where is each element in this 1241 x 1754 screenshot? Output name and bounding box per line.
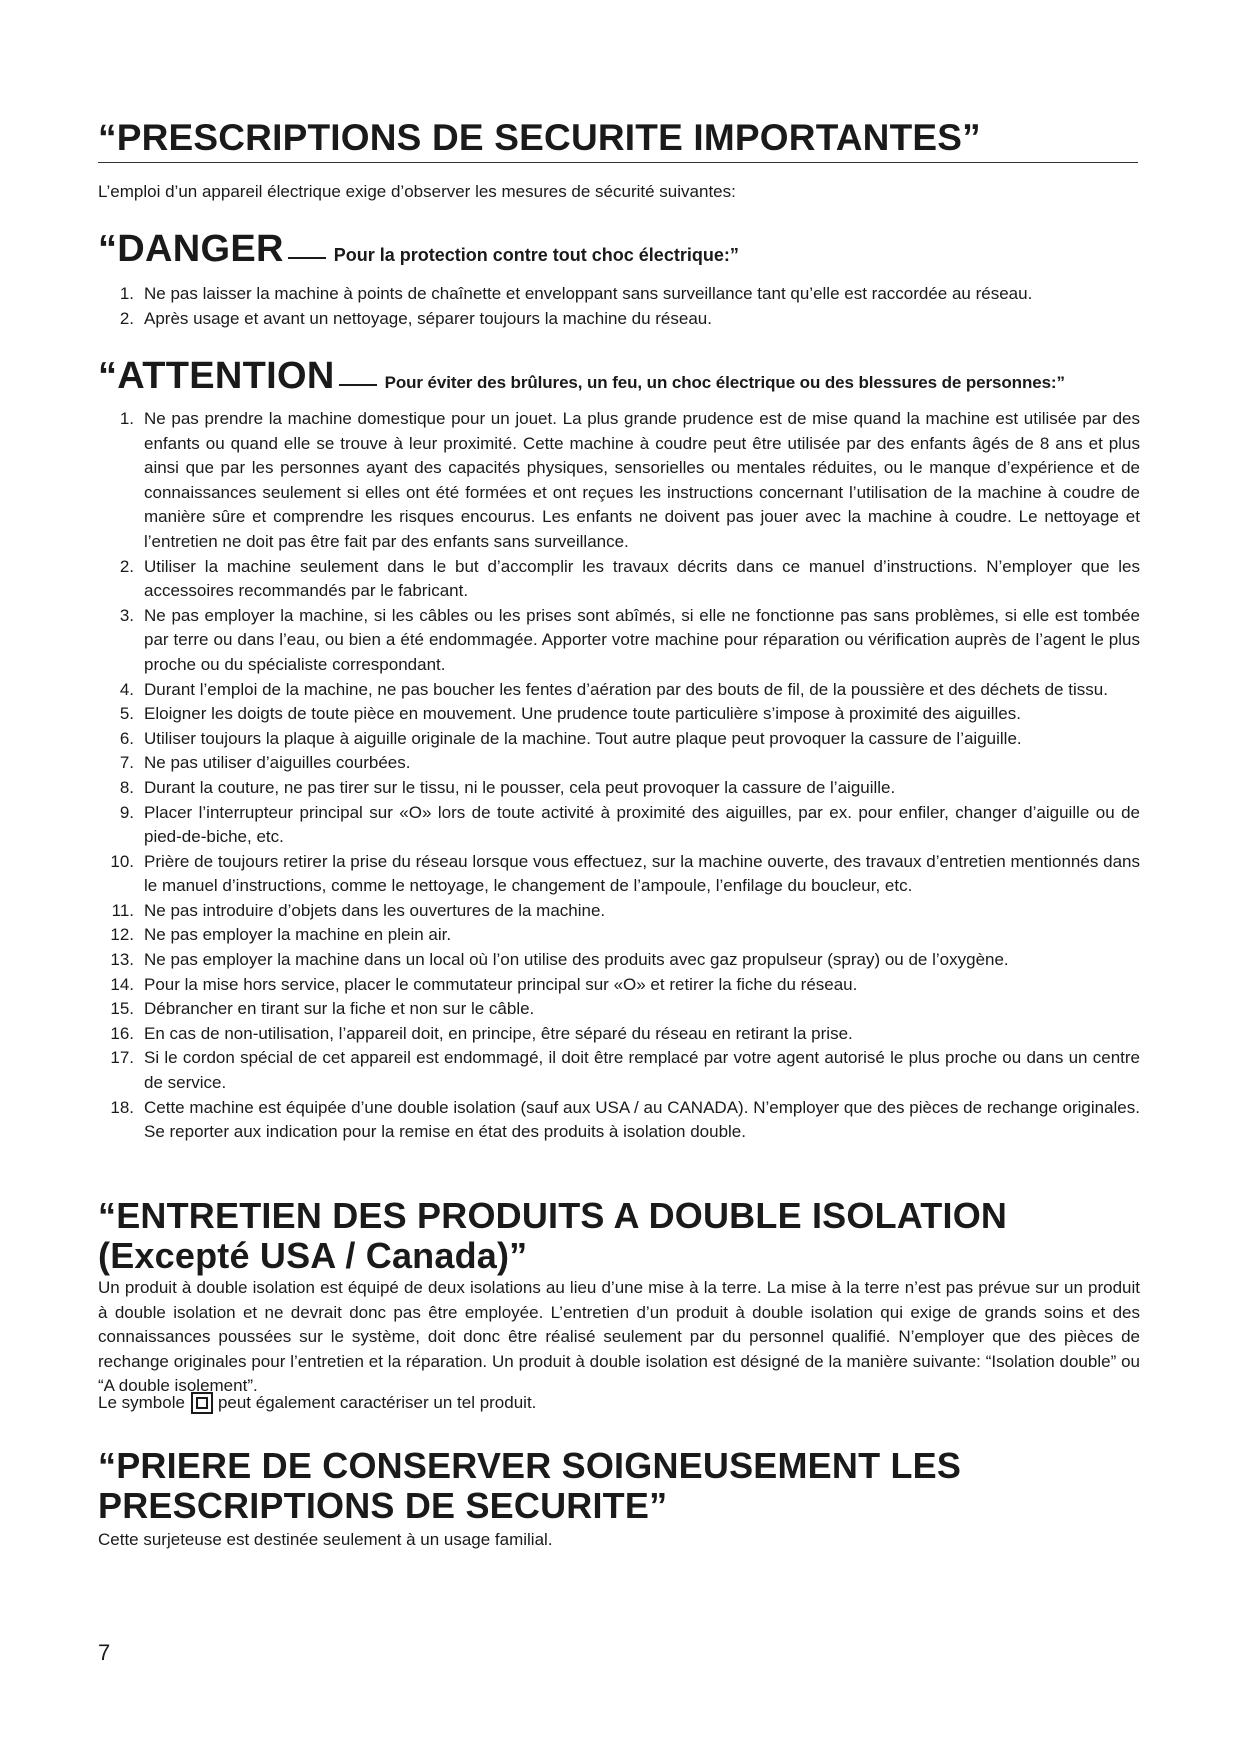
attention-item [98, 555, 1140, 604]
item-number: 13. [110, 950, 134, 970]
item-text: Après usage et avant un nettoyage, séparer toujours la machine du réseau. [144, 308, 712, 328]
attention-item [98, 997, 1140, 1022]
item-text: Ne pas introduire d’objets dans les ouvertures de la machine. [144, 900, 606, 920]
attention-heading [98, 355, 1065, 398]
symbol-before-text: Le symbole [98, 1393, 185, 1412]
item-number: 2. [119, 308, 134, 328]
item-number: 15. [110, 999, 134, 1019]
attention-item [98, 801, 1140, 850]
attention-item [98, 776, 1140, 801]
danger-heading [98, 228, 739, 271]
item-number: 17. [110, 1048, 134, 1068]
item-text: Placer l’interrupteur principal sur «O» lors de toute activité à proximité des aiguilles, par ex. pour enfiler, changer d’aiguille ou de pied-de-biche, etc. [144, 802, 1140, 847]
item-number: 4. [119, 679, 134, 699]
danger-item [98, 307, 1140, 332]
item-number: 6. [119, 728, 134, 748]
symbol-after-text: peut également caractériser un tel produit. [217, 1393, 537, 1412]
danger-item [98, 282, 1140, 307]
attention-item [98, 604, 1140, 678]
item-number: 12. [110, 925, 134, 945]
danger-word: “DANGER [98, 228, 284, 270]
item-text: Ne pas prendre la machine domestique pour un jouet. La plus grande prudence est de mise quand la machine est utilisée par des enfants ou quand elle se trouve à leur proximité. Cette machine à coudre peut être utilisée par des enfants âgés de 8 ans et plus ainsi que par les personnes ayant des capacités physiques, sensorielles ou mentales réduites, ou le manque d’expérience et de connaissances seulement si elles ont été formées et ont reçues les instructions concernant l’utilisation de la machine à coudre de manière sûre et comprendre les risques encourus. Les enfants ne doivent pas jouer avec la machine à coudre. Le nettoyage et l’entretien ne doit pas être fait par des enfants sans surveillance. [144, 409, 1140, 551]
item-number: 8. [119, 777, 134, 797]
item-text: Ne pas laisser la machine à points de chaînette et enveloppant sans surveillance tant qu’elle est raccordée au réseau. [144, 284, 1033, 303]
item-text: Ne pas employer la machine en plein air. [144, 925, 452, 945]
item-number: 11. [111, 900, 134, 920]
item-text: Durant la couture, ne pas tirer sur le tissu, ni le pousser, cela peut provoquer la cassure de l’aiguille. [144, 777, 896, 797]
item-text: Eloigner les doigts de toute pièce en mouvement. Une prudence toute particulière s’impose à proximité des aiguilles. [144, 704, 1021, 724]
attention-word: “ATTENTION [98, 355, 335, 397]
danger-subtitle: Pour la protection contre tout choc électrique:” [333, 245, 739, 265]
attention-item [98, 948, 1140, 973]
item-number: 7. [119, 753, 134, 773]
item-text: Si le cordon spécial de cet appareil est endommagé, il doit être remplacé par votre agent autorisé le plus proche ou dans un centre de service. [144, 1048, 1140, 1093]
danger-list [98, 282, 1140, 331]
attention-item [98, 850, 1140, 899]
page-number: 7 [98, 1640, 111, 1665]
attention-subtitle: Pour éviter des brûlures, un feu, un choc électrique ou des blessures de personnes:” [384, 373, 1065, 392]
item-text: Cette machine est équipée d’une double isolation (sauf aux USA / au CANADA). N’employer que des pièces de rechange originales. Se reporter aux indication pour la remise en état des produits à isolation double. [144, 1097, 1140, 1142]
item-number: 2. [119, 556, 134, 576]
attention-item [98, 702, 1140, 727]
item-text: Ne pas employer la machine, si les câbles ou les prises sont abîmés, si elle ne fonctionne pas sans problèmes, si elle est tombée par terre ou dans l’eau, ou bien a été endommagée. Apporter votre machine pour réparation ou vérification auprès de l’agent le plus proche ou du spécialiste correspondant. [144, 605, 1140, 674]
attention-item [98, 678, 1140, 703]
attention-item [98, 899, 1140, 924]
item-number: 14. [110, 974, 134, 994]
item-number: 10. [110, 851, 134, 871]
item-number: 16. [110, 1023, 134, 1043]
attention-item [98, 751, 1140, 776]
attention-item [98, 923, 1140, 948]
item-text: Ne pas employer la machine dans un local où l’on utilise des produits avec gaz propulseur (spray) ou de l’oxygène. [144, 950, 1009, 970]
item-number: 9. [119, 802, 134, 822]
item-text: Pour la mise hors service, placer le commutateur principal sur «O» et retirer la fiche du réseau. [144, 974, 858, 994]
attention-item [98, 1022, 1140, 1047]
title-divider [98, 162, 1138, 163]
item-text: En cas de non-utilisation, l’appareil doit, en principe, être séparé du réseau en retirant la prise. [144, 1023, 853, 1043]
item-text: Ne pas utiliser d’aiguilles courbées. [144, 753, 411, 773]
item-number: 5. [119, 704, 134, 724]
intro-text: L’emploi d’un appareil électrique exige d’observer les mesures de sécurité suivantes: [98, 182, 736, 201]
attention-item [98, 1046, 1140, 1095]
entretien-title: “ENTRETIEN DES PRODUITS A DOUBLE ISOLATION (Excepté USA / Canada)” [98, 1195, 1008, 1276]
attention-item [98, 1096, 1140, 1145]
item-text: Durant l’emploi de la machine, ne pas boucher les fentes d’aération par des bouts de fil, de la poussière et des déchets de tissu. [144, 679, 1108, 699]
item-text: Utiliser la machine seulement dans le but d’accomplir les travaux décrits dans ce manuel d’instructions. N’employer que les accessoires recommandés par le fabricant. [144, 556, 1140, 601]
attention-list [98, 407, 1140, 1145]
item-number: 18. [110, 1097, 134, 1117]
double-square-icon [191, 1392, 213, 1414]
entretien-text: Un produit à double isolation est équipé de deux isolations au lieu d’une mise à la terre. La mise à la terre n’est pas prévue sur un produit à double isolation et ne devrait donc pas être employée. L’entretien d’un produit à double isolation qui exige de grands soins et des connaissances poussées sur le système, doit donc être réalisé seulement par du personnel qualifié. N’employer que des pièces de rechange originales pour l’entretien et la réparation. Un produit à double isolation est désigné de la manière suivante: “Isolation double” ou “A double isolement”. [98, 1278, 1140, 1396]
attention-item [98, 727, 1140, 752]
symbol-line [98, 1392, 536, 1414]
page-title: “PRESCRIPTIONS DE SECURITE IMPORTANTES” [98, 117, 981, 158]
item-number: 1. [119, 409, 134, 428]
item-number: 1. [119, 284, 134, 303]
attention-rule [339, 384, 377, 386]
attention-item [98, 973, 1140, 998]
priere-text: Cette surjeteuse est destinée seulement à un usage familial. [98, 1530, 553, 1549]
item-number: 3. [119, 605, 134, 625]
attention-item [98, 407, 1140, 555]
item-text: Utiliser toujours la plaque à aiguille originale de la machine. Tout autre plaque peut provoquer la cassure de l’aiguille. [144, 728, 1022, 748]
danger-rule [288, 257, 326, 259]
item-text: Prière de toujours retirer la prise du réseau lorsque vous effectuez, sur la machine ouverte, des travaux d’entretien mentionnés dans le manuel d’instructions, comme le nettoyage, le changement de l’ampoule, l’enfilage du boucleur, etc. [144, 851, 1140, 896]
item-text: Débrancher en tirant sur la fiche et non sur le câble. [144, 999, 535, 1019]
priere-title: “PRIERE DE CONSERVER SOIGNEUSEMENT LES PRESCRIPTIONS DE SECURITE” [98, 1445, 962, 1526]
